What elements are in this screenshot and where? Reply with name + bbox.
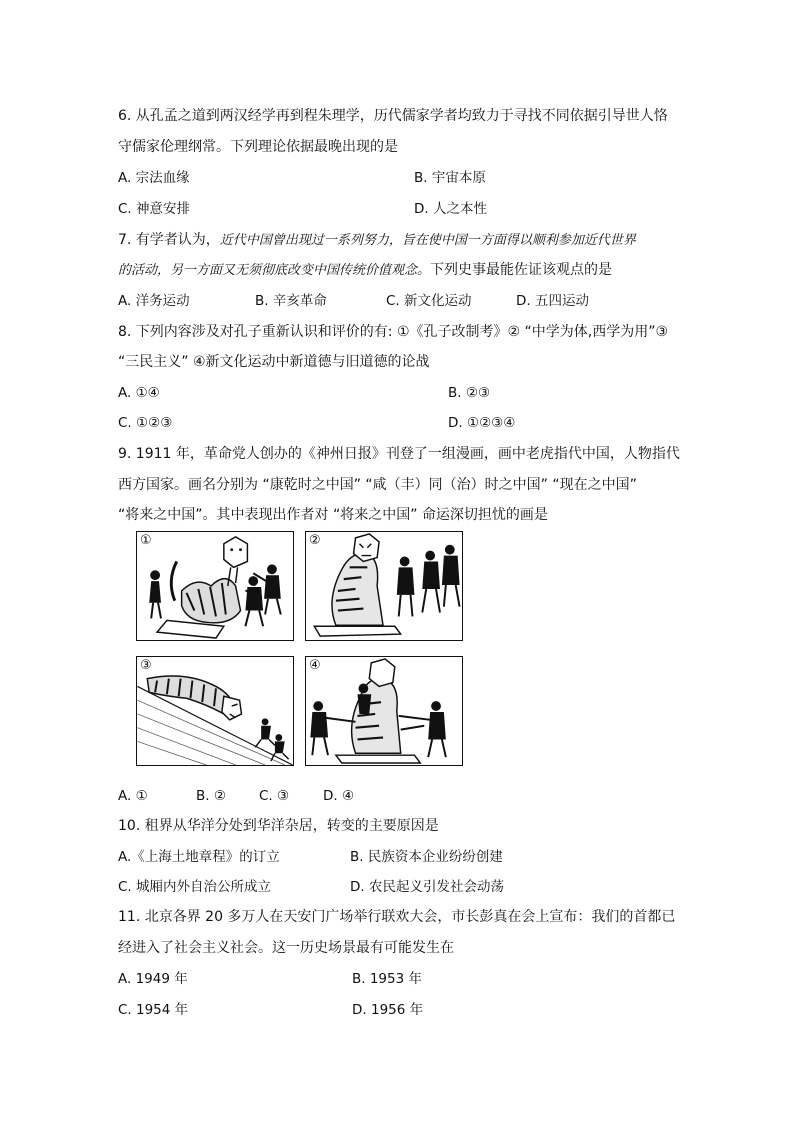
cartoon-panel-2 xyxy=(305,531,463,641)
q7-quote-line2: 的活动，另一方面又无须彻底改变中国传统价值观念。 xyxy=(118,263,431,278)
q7-option-c: C. 新文化运动 xyxy=(386,293,472,309)
q6-option-c: C. 神意安排 xyxy=(118,201,191,217)
panel-number-4: ④ xyxy=(309,658,321,673)
cartoon-tiger-charging-illustration xyxy=(137,657,293,765)
q6-stem-line1: 6. 从孔孟之道到两汉经学再到程朱理学，历代儒家学者均致力于寻找不同依据引导世人恪 xyxy=(118,108,668,124)
cartoon-tiger-seated-illustration xyxy=(306,532,462,640)
panel-number-1: ① xyxy=(140,533,152,548)
panel-number-3: ③ xyxy=(140,658,152,673)
q8-option-a: A. ①④ xyxy=(118,385,160,401)
q7-option-d: D. 五四运动 xyxy=(516,293,589,309)
q10-option-d: D. 农民起义引发社会动荡 xyxy=(350,879,504,895)
q9-option-a: A. ① xyxy=(118,788,148,804)
q11-option-c: C. 1954 年 xyxy=(118,1002,189,1018)
q7-option-a: A. 洋务运动 xyxy=(118,293,190,309)
q8-option-d: D. ①②③④ xyxy=(448,415,516,431)
panel-number-2: ② xyxy=(309,533,321,548)
cartoon-tiger-dismembered-illustration xyxy=(306,657,462,765)
q10-option-c: C. 城厢内外自治公所成立 xyxy=(118,879,272,895)
q6-stem-line2: 守儒家伦理纲常。下列理论依据最晚出现的是 xyxy=(118,139,398,155)
q11-stem-line1: 11. 北京各界 20 多万人在天安门广场举行联欢大会，市长彭真在会上宣布：我们的首都已 xyxy=(118,909,676,925)
q9-option-c: C. ③ xyxy=(259,788,290,804)
q11-option-a: A. 1949 年 xyxy=(118,971,188,987)
q11-option-d: D. 1956 年 xyxy=(352,1002,424,1018)
q9-stem-line2: 西方国家。画名分别为 “康乾时之中国” “咸（丰）同（治）时之中国” “现在之中国” xyxy=(118,477,637,493)
cartoon-panel-3 xyxy=(136,656,294,766)
q6-option-a: A. 宗法血缘 xyxy=(118,170,190,186)
q8-stem-line1: 8. 下列内容涉及对孔子重新认识和评价的有: ①《孔子改制考》② “中学为体,西学为用”③ xyxy=(118,324,669,340)
cartoon-tiger-attacked-illustration xyxy=(137,532,293,640)
cartoon-panel-1 xyxy=(136,531,294,641)
q10-stem-line1: 10. 租界从华洋分处到华洋杂居，转变的主要原因是 xyxy=(118,818,439,834)
q6-option-d: D. 人之本性 xyxy=(414,201,487,217)
q9-option-d: D. ④ xyxy=(323,788,355,804)
q11-stem-line2: 经进入了社会主义社会。这一历史场景最有可能发生在 xyxy=(118,940,454,956)
q6-option-b: B. 宇宙本原 xyxy=(414,170,486,186)
q7-stem-line1-lead: 7. 有学者认为， xyxy=(118,232,220,248)
q9-stem-line3: “将来之中国”。其中表现出作者对 “将来之中国” 命运深切担忧的画是 xyxy=(118,507,548,523)
q7-stem-line1 xyxy=(118,230,636,251)
q9-stem-line1: 9. 1911 年，革命党人创办的《神州日报》刊登了一组漫画，画中老虎指代中国，人物指代 xyxy=(118,446,680,462)
q8-option-b: B. ②③ xyxy=(448,385,491,401)
q11-option-b: B. 1953 年 xyxy=(352,971,422,987)
q10-option-a: A.《上海土地章程》的订立 xyxy=(118,849,280,865)
cartoon-panel-4 xyxy=(305,656,463,766)
q9-option-b: B. ② xyxy=(196,788,226,804)
q7-quote-line1: 近代中国曾出现过一系列努力，旨在使中国一方面得以顺利参加近代世界 xyxy=(219,233,636,248)
q10-option-b: B. 民族资本企业纷纷创建 xyxy=(350,849,503,865)
q7-option-b: B. 辛亥革命 xyxy=(255,293,327,309)
q8-option-c: C. ①②③ xyxy=(118,415,173,431)
q8-stem-line2: “三民主义” ④新文化运动中新道德与旧道德的论战 xyxy=(118,354,430,370)
q7-stem-line2-tail: 下列史事最能佐证该观点的是 xyxy=(430,262,613,278)
q7-stem-line2 xyxy=(118,260,612,281)
